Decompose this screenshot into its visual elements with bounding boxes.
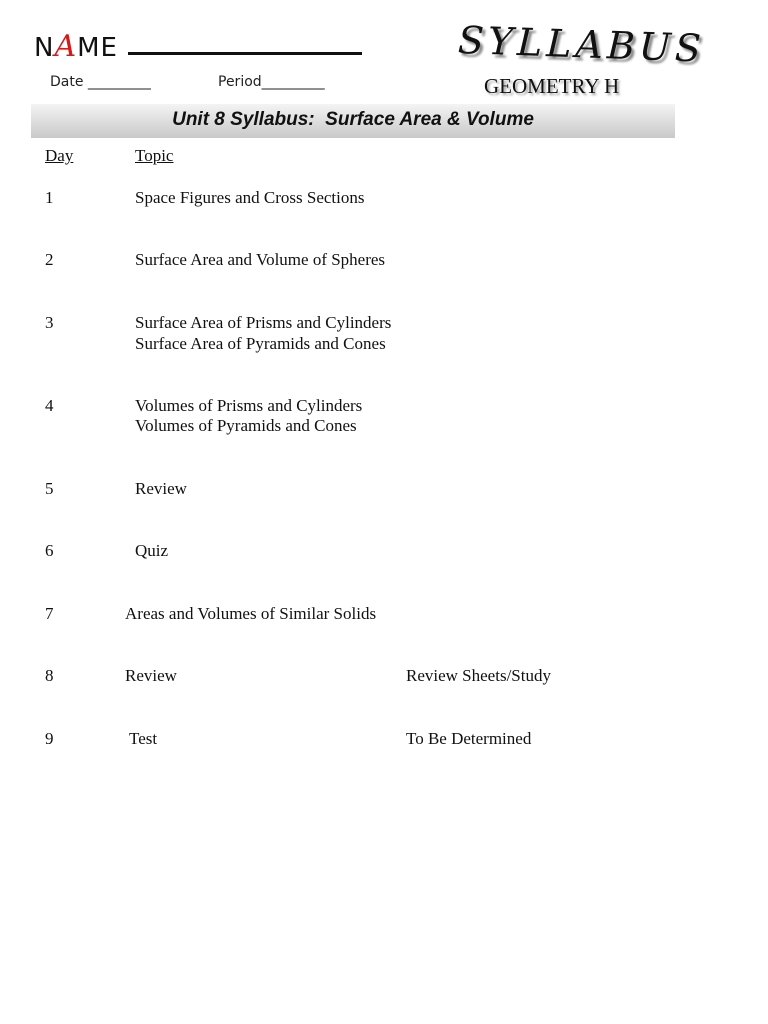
day-number: 4 [45,396,54,415]
name-letter-n: N [34,33,55,63]
day-number: 9 [45,729,54,748]
course-title: GEOMETRY H [484,74,620,98]
topic-text: Space Figures and Cross Sections [135,188,365,207]
name-blank-line[interactable] [128,52,362,55]
name-label [34,30,118,65]
topic-column-header: Topic [135,146,174,165]
topic-text: Test [129,729,158,748]
topic-text: Surface Area and Volume of Spheres [135,250,386,269]
topic-text: Volumes of Prisms and Cylinders [135,396,363,415]
day-number: 8 [45,666,54,685]
date-field[interactable]: Date _________ [50,74,151,90]
unit-title: Unit 8 Syllabus: Surface Area & Volume [172,109,534,130]
day-number: 2 [45,250,54,269]
name-letter-a-red: A [54,29,78,64]
name-letters-me: ME [77,33,118,63]
topic-text: Areas and Volumes of Similar Solids [125,604,377,623]
topic-text-secondary: Surface Area of Pyramids and Cones [135,334,386,353]
syllabus-logo: SYLLABUS [457,18,706,71]
assignment-note: To Be Determined [406,729,532,748]
topic-text: Surface Area of Prisms and Cylinders [135,313,392,332]
topic-text: Review [135,479,187,498]
topic-text: Quiz [135,541,169,560]
topic-text: Review [125,666,177,685]
unit-banner [31,104,675,138]
day-number: 3 [45,313,54,332]
day-number: 5 [45,479,54,498]
assignment-note: Review Sheets/Study [406,666,551,685]
day-number: 6 [45,541,54,560]
day-column-header: Day [45,146,74,165]
period-field[interactable]: Period_________ [218,74,325,90]
day-number: 7 [45,604,54,623]
day-number: 1 [45,188,54,207]
topic-text-secondary: Volumes of Pyramids and Cones [135,416,357,435]
